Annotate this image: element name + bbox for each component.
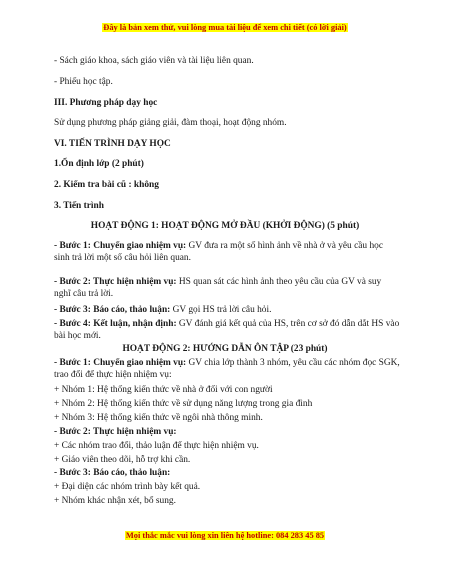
activity2-step3-item-1: + Đại diện các nhóm trình bày kết quả. (54, 482, 201, 492)
activity2-step2-label: - Bước 2: Thực hiện nhiệm vụ: (54, 427, 177, 437)
hotline-banner-text: Mọi thắc mắc vui lòng xin liên hệ hotline: 084 283 45 85 (125, 531, 325, 540)
activity2-step1 (54, 357, 400, 381)
activity1-step4-text: GV đánh giá kết quả của HS, trên cơ sở đó dẫn dắt HS vào bài học mới. (54, 319, 400, 342)
step-old-lesson-check: 2. Kiểm tra bài cũ : không (54, 180, 159, 190)
activity2-title: HOẠT ĐỘNG 2: HƯỚNG DẪN ÔN TẬP (23 phút) (122, 344, 328, 354)
activity2-step2-item-2: + Giáo viên theo dõi, hỗ trợ khi cần. (54, 455, 191, 465)
activity1-step4-label: - Bước 4: Kết luận, nhận định: (54, 319, 177, 329)
activity1-step1-label: - Bước 1: Chuyển giao nhiệm vụ: (54, 241, 187, 251)
section-heading-process: VI. TIẾN TRÌNH DẠY HỌC (54, 139, 171, 149)
activity2-step3-item-2: + Nhóm khác nhận xét, bổ sung. (54, 496, 176, 506)
step-process: 3. Tiến trình (54, 201, 104, 211)
activity1-step3 (54, 304, 400, 316)
activity1-title: HOẠT ĐỘNG 1: HOẠT ĐỘNG MỞ ĐẦU (KHỞI ĐỘNG) (5 phút) (90, 221, 360, 231)
activity1-step3-text: GV gọi HS trả lời câu hỏi. (170, 305, 272, 315)
section-heading-methods: III. Phương pháp dạy học (54, 98, 158, 108)
activity2-step2-item-1: + Các nhóm trao đổi, thảo luận để thực hiện nhiệm vụ. (54, 441, 259, 451)
activity1-step2-text: HS quan sát các hình ảnh theo yêu cầu của GV và suy nghĩ câu trả lời. (54, 277, 382, 300)
materials-item-textbooks: - Sách giáo khoa, sách giáo viên và tài liệu liên quan. (54, 56, 254, 66)
materials-item-worksheet: - Phiếu học tập. (54, 77, 113, 87)
step-class-stabilization: 1.Ổn định lớp (2 phút) (54, 159, 144, 169)
activity2-step3-label: - Bước 3: Báo cáo, thảo luận: (54, 468, 171, 478)
activity2-group-1: + Nhóm 1: Hệ thống kiến thức về nhà ở đối với con người (54, 385, 273, 395)
activity2-group-3: + Nhóm 3: Hệ thống kiến thức về ngôi nhà thông minh. (54, 413, 263, 423)
activity1-step2 (54, 276, 400, 300)
activity1-step3-label: - Bước 3: Báo cáo, thảo luận: (54, 305, 171, 315)
hotline-banner (0, 531, 450, 540)
activity1-step1-text: GV đưa ra một số hình ảnh về nhà ở và yêu cầu học sinh trả lời một số câu hỏi liên quan. (54, 241, 383, 264)
preview-banner-text: Đây là bản xem thử, vui lòng mua tài liệu để xem chi tiết (có lời giải) (103, 23, 347, 32)
activity1-step4 (54, 318, 400, 342)
preview-banner (0, 23, 450, 32)
activity1-step1 (54, 240, 400, 264)
activity1-step2-label: - Bước 2: Thực hiện nhiệm vụ: (54, 277, 177, 287)
activity2-step1-text: GV chia lớp thành 3 nhóm, yêu cầu các nhóm đọc SGK, trao đổi để thực hiện nhiệm vụ: (54, 358, 400, 381)
methods-text: Sử dụng phương pháp giảng giải, đàm thoại, hoạt động nhóm. (54, 118, 287, 128)
activity2-group-2: + Nhóm 2: Hệ thống kiến thức về sử dụng năng lượng trong gia đình (54, 399, 313, 409)
activity2-step1-label: - Bước 1: Chuyển giao nhiệm vụ: (54, 358, 187, 368)
